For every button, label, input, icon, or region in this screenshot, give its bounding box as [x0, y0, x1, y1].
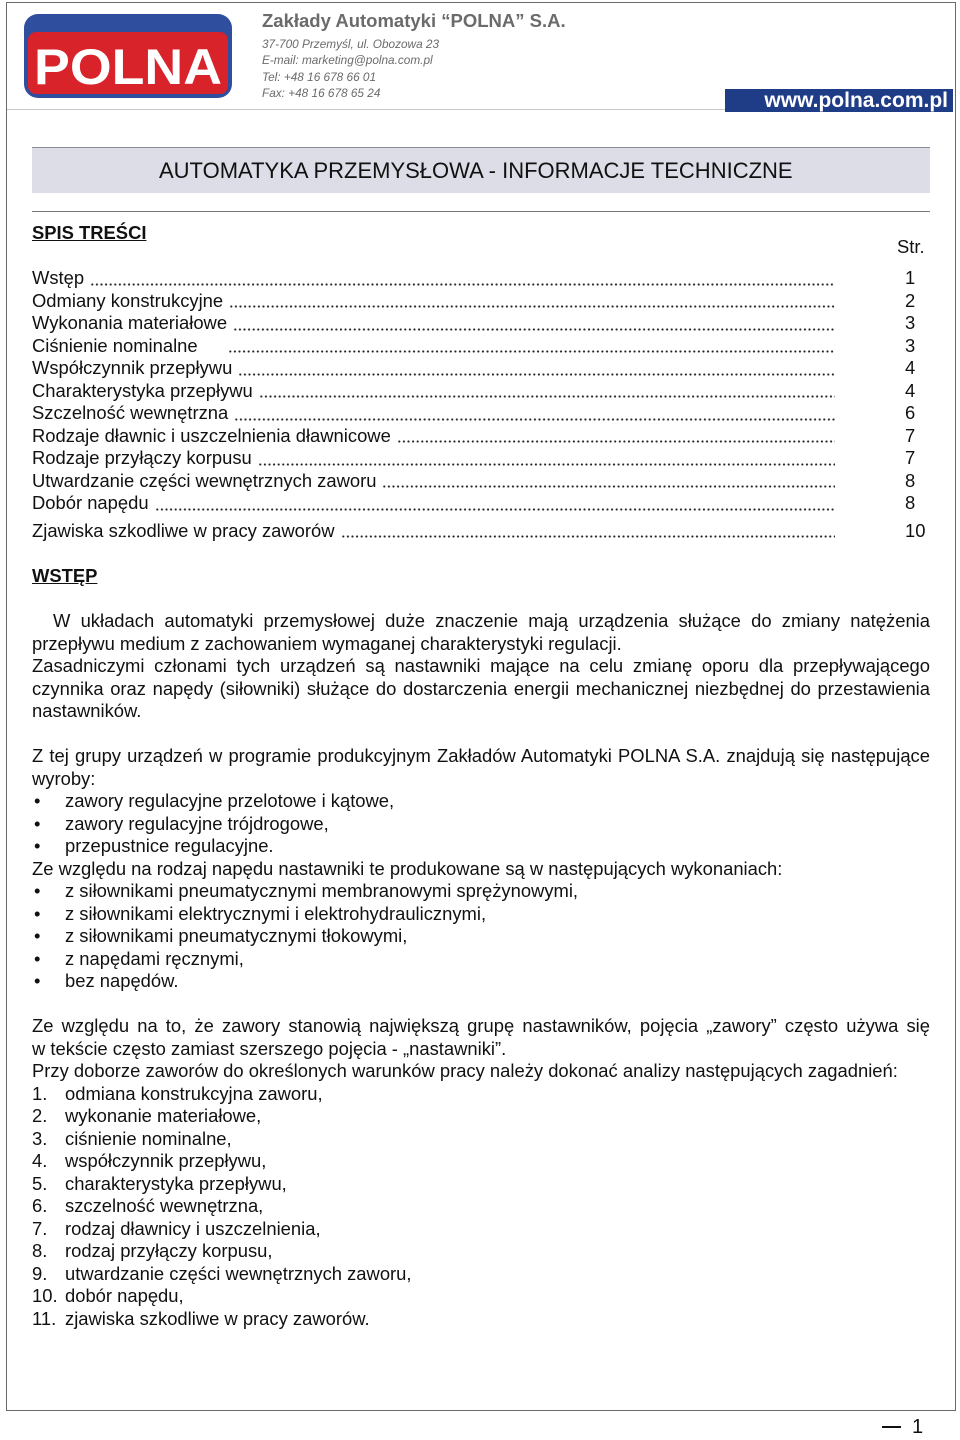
numbered-item	[32, 1150, 930, 1173]
dot-leader	[234, 418, 835, 421]
list-item	[32, 835, 930, 858]
toc-entry-label: Wykonania materiałowe	[32, 312, 228, 333]
item-text: charakterystyka przepływu,	[65, 1172, 287, 1194]
bullet-icon	[34, 925, 40, 948]
list-item-text: przepustnice regulacyjne.	[65, 835, 274, 856]
bullet-icon	[34, 948, 40, 971]
paragraph-line: Z tej grupy urządzeń w programie produkcyjnym Zakładów Automatyki POLNA S.A. znajdują się następujące	[32, 745, 930, 766]
list-item-text: zawory regulacyjne trójdrogowe,	[65, 812, 329, 834]
list-item	[32, 970, 930, 993]
toc-entry-label: Odmiany konstrukcyjne	[32, 289, 224, 311]
dot-leader	[382, 485, 835, 488]
item-number: 3.	[32, 1127, 48, 1149]
toc-entry-label: Utwardzanie części wewnętrznych zaworu	[32, 469, 377, 491]
company-phone: Tel: +48 16 678 66 01	[262, 69, 377, 84]
paragraph-line: Przy doborze zaworów do określonych warunków pracy należy dokonać analizy następujących zagadnień:	[32, 1060, 898, 1081]
item-text: rodzaj przyłączy korpusu,	[65, 1240, 273, 1261]
intro-heading: WSTĘP	[32, 565, 98, 586]
list-item-text: z siłownikami elektrycznymi i elektrohydraulicznymi,	[65, 902, 487, 924]
title-band	[32, 147, 930, 193]
toc-page-column-label: Str.	[897, 236, 925, 257]
numbered-item	[32, 1218, 930, 1241]
item-number: 10.	[32, 1285, 58, 1306]
item-number: 1.	[32, 1082, 48, 1104]
dot-leader	[90, 283, 835, 286]
paragraph-line: w tekście często zamiast szerszego pojęcia - „nastawniki”.	[32, 1037, 507, 1059]
paragraph-line: wyroby:	[32, 767, 96, 789]
toc-entry-label: Rodzaje przyłączy korpusu	[32, 447, 252, 468]
bullet-icon	[34, 880, 40, 903]
item-text: ciśnienie nominalne,	[65, 1127, 232, 1149]
toc-entry	[32, 312, 925, 335]
toc-entry-page: 7	[905, 447, 916, 468]
toc-entry-page: 8	[905, 469, 916, 491]
bullet-icon	[34, 813, 40, 836]
toc-entry-label: Współczynnik przepływu	[32, 357, 233, 378]
document-title: AUTOMATYKA PRZEMYSŁOWA - INFORMACJE TECHNICZNE	[159, 158, 793, 183]
toc-entry	[32, 447, 925, 470]
toc-entry	[32, 335, 925, 358]
paragraph-line: W układach automatyki przemysłowej duże znaczenie mają urządzenia służące do zmiany natężenia	[53, 610, 930, 631]
company-address: 37-700 Przemyśl, ul. Obozowa 23	[262, 37, 440, 51]
paragraph-line: przepływu medium z zachowaniem wymaganej charakterystyki regulacji.	[32, 632, 622, 654]
website-url: www.polna.com.pl	[764, 89, 948, 112]
toc-entry-label: Ciśnienie nominalne	[32, 334, 198, 356]
polna-logo	[24, 14, 232, 98]
numbered-item	[32, 1105, 930, 1128]
item-number: 4.	[32, 1150, 48, 1171]
list-item	[32, 813, 930, 836]
toc-entry	[32, 425, 925, 448]
bullet-icon	[34, 790, 40, 813]
toc-entry-page: 2	[905, 289, 916, 311]
toc-entry-page: 7	[905, 424, 916, 446]
list-item-text: z siłownikami pneumatycznymi tłokowymi,	[65, 925, 408, 946]
numbered-item	[32, 1263, 930, 1286]
dot-leader	[341, 535, 835, 538]
toc-entry-page: 10	[905, 519, 926, 541]
list-item-text: bez napędów.	[65, 970, 179, 991]
company-contact	[262, 36, 439, 101]
item-text: odmiana konstrukcyjna zaworu,	[65, 1082, 323, 1104]
toc-entry	[32, 520, 925, 543]
dot-leader	[229, 305, 835, 308]
dot-leader	[259, 395, 835, 398]
toc-entry-page: 3	[905, 312, 916, 333]
list-item	[32, 925, 930, 948]
toc-entry	[32, 357, 925, 380]
item-number: 7.	[32, 1217, 48, 1239]
toc-entry-page: 3	[905, 334, 916, 356]
item-text: utwardzanie części wewnętrznych zaworu,	[65, 1262, 412, 1284]
toc-entry	[32, 492, 925, 515]
item-text: dobór napędu,	[65, 1285, 184, 1306]
table-of-contents	[32, 267, 925, 542]
toc-entry-label: Szczelność wewnętrzna	[32, 402, 229, 423]
toc-entry-label: Zjawiska szkodliwe w pracy zaworów	[32, 519, 335, 541]
item-text: wykonanie materiałowe,	[65, 1105, 262, 1126]
company-email: E-mail: marketing@polna.com.pl	[262, 53, 433, 68]
toc-entry	[32, 470, 925, 493]
item-number: 5.	[32, 1172, 48, 1194]
toc-entry-label: Rodzaje dławnic i uszczelnienia dławnicowe	[32, 424, 391, 446]
toc-entry-page: 4	[905, 357, 916, 378]
website-bar	[725, 89, 953, 112]
list-item	[32, 903, 930, 926]
item-number: 11.	[32, 1307, 57, 1329]
dot-leader	[238, 373, 835, 376]
blank-line	[32, 993, 930, 1016]
item-text: współczynnik przepływu,	[65, 1150, 267, 1171]
paragraph-line: Ze względu na to, że zawory stanowią największą grupę nastawników, pojęcia „zawory” często używa się	[32, 1015, 930, 1036]
item-number: 9.	[32, 1262, 48, 1284]
numbered-item	[32, 1308, 930, 1331]
list-item	[32, 948, 930, 971]
toc-entry	[32, 402, 925, 425]
toc-entry-page: 8	[905, 492, 916, 513]
numbered-item	[32, 1128, 930, 1151]
toc-entry-page: 1	[905, 267, 916, 288]
paragraph-line: nastawników.	[32, 700, 142, 721]
item-number: 6.	[32, 1195, 48, 1216]
list-item-text: zawory regulacyjne przelotowe i kątowe,	[65, 790, 395, 811]
dot-leader	[228, 350, 835, 353]
intro-body	[32, 610, 930, 1330]
bullet-icon	[34, 835, 40, 858]
toc-entry	[32, 380, 925, 403]
toc-entry-page: 6	[905, 402, 916, 423]
dot-leader	[155, 508, 835, 511]
toc-entry	[32, 267, 925, 290]
numbered-item	[32, 1285, 930, 1308]
paragraph-line: czynnika oraz napędy (siłowniki) służące do dostarczenia energii mechanicznej niezbędnej do przestawienia	[32, 677, 930, 699]
list-item	[32, 880, 930, 903]
dot-leader	[233, 328, 835, 331]
company-name: Zakłady Automatyki “POLNA” S.A.	[262, 10, 566, 31]
section-divider	[32, 211, 930, 212]
toc-entry-label: Dobór napędu	[32, 492, 149, 513]
toc-entry-label: Wstęp	[32, 267, 85, 288]
bullet-icon	[34, 903, 40, 926]
dot-leader	[258, 463, 835, 466]
bullet-icon	[34, 970, 40, 993]
paragraph-line: Ze względu na rodzaj napędu nastawniki te produkowane są w następujących wykonaniach:	[32, 857, 783, 879]
item-text: rodzaj dławnicy i uszczelnienia,	[65, 1217, 321, 1239]
toc-entry-page: 4	[905, 379, 916, 401]
item-text: szczelność wewnętrzna,	[65, 1195, 264, 1216]
item-number: 8.	[32, 1240, 48, 1261]
paragraph-line: Zasadniczymi członami tych urządzeń są nastawniki mające na celu zmianę oporu dla przepływającego	[32, 655, 930, 676]
company-fax: Fax: +48 16 678 65 24	[262, 85, 381, 100]
numbered-item	[32, 1240, 930, 1263]
list-item-text: z siłownikami pneumatycznymi membranowymi sprężynowymi,	[65, 880, 579, 901]
page-number: 1	[912, 1416, 924, 1438]
item-number: 2.	[32, 1105, 48, 1126]
header-divider	[7, 109, 725, 110]
footer-dash	[882, 1426, 901, 1428]
numbered-item	[32, 1173, 930, 1196]
list-item-text: z napędami ręcznymi,	[65, 947, 244, 969]
toc-entry-label: Charakterystyka przepływu	[32, 379, 253, 401]
numbered-item	[32, 1195, 930, 1218]
toc-entry	[32, 290, 925, 313]
list-item	[32, 790, 930, 813]
item-text: zjawiska szkodliwe w pracy zaworów.	[65, 1307, 370, 1329]
toc-heading: SPIS TREŚCI	[32, 222, 147, 243]
numbered-item	[32, 1083, 930, 1106]
logo-text: POLNA	[34, 39, 222, 95]
dot-leader	[397, 440, 835, 443]
blank-line	[32, 723, 930, 746]
